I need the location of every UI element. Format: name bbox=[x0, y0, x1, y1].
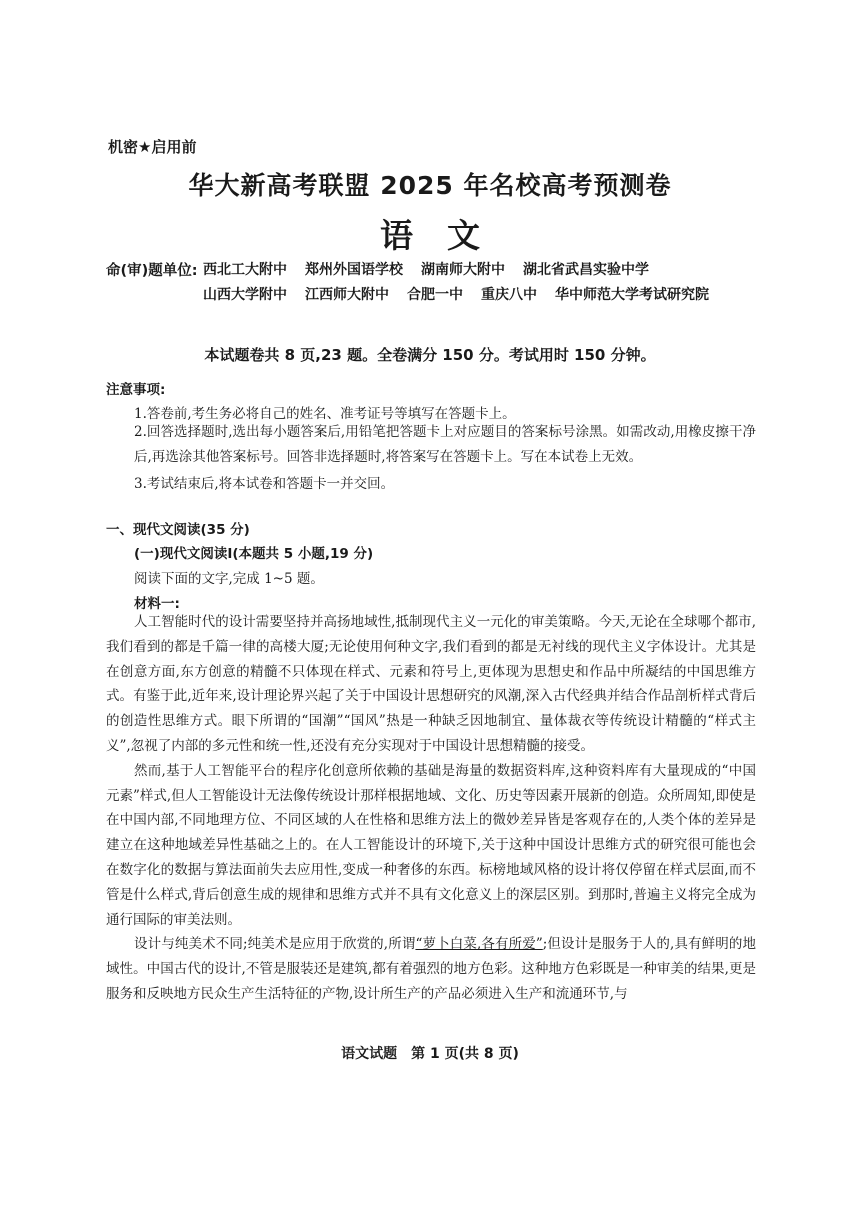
passage-paragraph bbox=[106, 932, 756, 1006]
notice-item: 2.回答选择题时,选出每小题答案后,用铅笔把答题卡上对应题目的答案标号涂黑。如需改动,用橡皮擦干净后,再选涂其他答案标号。回答非选择题时,将答案写在答题卡上。写在本试卷上无效。 bbox=[134, 424, 756, 465]
school-list-row-1 bbox=[203, 259, 667, 279]
school-name: 合肥一中 bbox=[407, 287, 463, 303]
school-name: 湖北省武昌实验中学 bbox=[523, 262, 649, 278]
notice-item: 3.考试结束后,将本试卷和答题卡一并交回。 bbox=[134, 476, 395, 492]
page-footer: 语文试题 第 1 页(共 8 页) bbox=[341, 1046, 519, 1062]
school-name: 华中师范大学考试研究院 bbox=[555, 287, 709, 303]
notice-title: 注意事项: bbox=[106, 382, 166, 398]
exam-info: 本试题卷共 8 页,23 题。全卷满分 150 分。考试用时 150 分钟。 bbox=[204, 346, 656, 364]
school-name: 江西师大附中 bbox=[305, 287, 389, 303]
subject-title: 语文 bbox=[380, 216, 514, 255]
material-label: 材料一: bbox=[134, 596, 180, 612]
school-name: 湖南师大附中 bbox=[421, 262, 505, 278]
passage-paragraph: 然而,基于人工智能平台的程序化创意所依赖的基础是海量的数据资料库,这种资料库有大量现成的“中国元素”样式,但人工智能设计无法像传统设计那样根据地域、文化、历史等因素开展新的创造。众所周知,即使是在中国内部,不同地理方位、不同区域的人在性格和思维方法上的微妙差异皆是客观存在的,人类个体的差异是建立在这种地域差异性基础之上的。在人工智能设计的环境下,关于这种中国设计思维方式的研究很可能也会在数字化的数据与算法面前失去应用性,变成一种奢侈的东西。标榜地域风格的设计将仅停留在样式层面,而不管是什么样式,背后创意生成的规律和思维方式并不具有文化意义上的深层区别。到那时,普遍主义将完全成为通行国际的审美法则。 bbox=[106, 762, 756, 928]
notice-item-wrap bbox=[134, 420, 756, 470]
passage-paragraph: 人工智能时代的设计需要坚持并高扬地域性,抵制现代主义一元化的审美策略。今天,无论在全球哪个都市,我们看到的都是千篇一律的高楼大厦;无论使用何种文字,我们看到的都是无衬线的现代主义字体设计。尤其是在创意方面,东方创意的精髓不只体现在样式、元素和符号上,更体现为思想史和作品中所凝结的中国思维方式。有鉴于此,近年来,设计理论界兴起了关于中国设计思想研究的风潮,深入古代经典并结合作品剖析样式背后的创造性思维方式。眼下所谓的“国潮”“国风”热是一种缺乏因地制宜、量体裁衣等传统设计精髓的“样式主义”,忽视了内部的多元性和统一性,还没有充分实现对于中国设计思想精髓的接受。 bbox=[106, 614, 756, 754]
school-list-row-2 bbox=[203, 284, 727, 304]
paragraph-text: 设计与纯美术不同;纯美术是应用于欣赏的,所谓 bbox=[134, 936, 416, 953]
school-name: 山西大学附中 bbox=[203, 287, 287, 303]
school-name: 郑州外国语学校 bbox=[305, 262, 403, 278]
exam-title: 华大新高考联盟 2025 年名校高考预测卷 bbox=[188, 171, 672, 200]
notice-item: 1.答卷前,考生务必将自己的姓名、准考证号等填写在答题卡上。 bbox=[134, 406, 516, 422]
reading-instruction: 阅读下面的文字,完成 1~5 题。 bbox=[134, 571, 324, 587]
confidential-mark: 机密★启用前 bbox=[108, 138, 197, 156]
passage-body bbox=[106, 610, 756, 1007]
subsection-heading: (一)现代文阅读Ⅰ(本题共 5 小题,19 分) bbox=[134, 546, 374, 562]
school-name: 西北工大附中 bbox=[203, 262, 287, 278]
underlined-phrase: “萝卜白菜,各有所爱” bbox=[415, 936, 543, 953]
committee-label: 命(审)题单位: bbox=[106, 263, 198, 279]
school-name: 重庆八中 bbox=[481, 287, 537, 303]
paragraph-text: ;但设计是服务于人的,具有鲜明的地域性。中国古代的设计,不管是服装还是建筑,都有着强烈的地方色彩。这种地方色彩既是一种审美的结果,更是服务和反映地方民众生产生活特征的产物,设计所生产的产品必须进入生产和流通环节,与 bbox=[106, 936, 756, 1002]
section-heading: 一、现代文阅读(35 分) bbox=[106, 522, 250, 538]
